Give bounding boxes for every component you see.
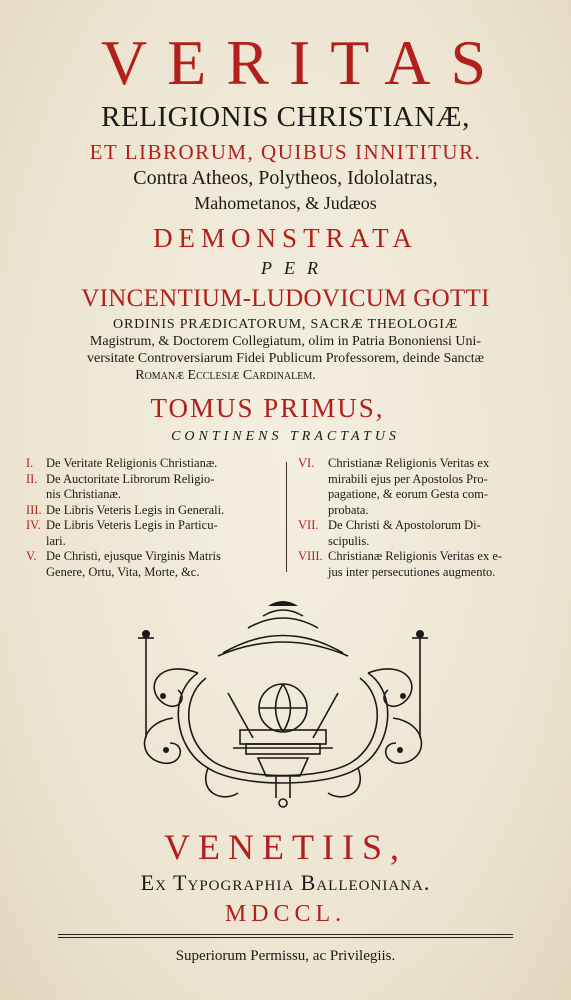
rule-bottom [58,937,513,938]
author-desc-line3: versitate Controversiarum Fidei Publicum Professorem, deinde Sanctæ [87,351,484,366]
list-item [26,472,281,503]
title-veritas: VERITAS [100,27,507,98]
imprint-printer: Ex Typographia Balleoniana. [140,870,431,895]
item-text: Christianæ Religionis Veritas ex e- [328,549,503,563]
list-item [298,456,548,518]
imprint-place: VENETIIS, [164,827,407,867]
title-mahometanos: Mahometanos, & Judæos [194,193,377,213]
title-per: PER [261,258,330,278]
author-order: ORDINIS PRÆDICATORUM, SACRÆ THEOLOGIÆ [113,317,458,332]
item-text: probata. [328,502,369,517]
item-number: I. [26,456,34,470]
title-religionis: RELIGIONIS CHRISTIANÆ, [101,101,470,133]
author-desc-line4: Romanæ Ecclesiæ Cardinalem. [135,368,316,383]
item-text: De Veritate Religionis Christianæ. [46,456,218,470]
imprint-year: MDCCL. [224,901,347,927]
list-item [26,518,281,549]
imprint-privilege: Superiorum Permissu, ac Privilegiis. [175,948,396,964]
title-librorum: ET LIBRORUM, QUIBUS INNITITUR. [89,140,482,164]
item-text: De Christi, ejusque Virginis Matris [46,549,221,563]
tomus-primus: TOMUS PRIMUS, [150,393,385,423]
list-item [26,549,281,580]
title-contra: Contra Atheos, Polytheos, Idololatras, [133,167,438,189]
author-desc-line2: Magistrum, & Doctorem Collegiatum, olim in Patria Bononiensi Uni- [89,334,482,349]
author-name: VINCENTIUM-LUDOVICUM GOTTI [81,285,490,312]
rule-top [58,934,513,935]
item-text: pagatione, & eorum Gesta com- [328,487,489,501]
item-text: mirabili ejus per Apostolos Pro- [328,471,488,486]
contents-right-column [298,456,548,580]
item-text: De Libris Veteris Legis in Generali. [46,502,225,517]
column-divider [286,462,287,572]
item-number: VII. [298,518,319,532]
list-item [298,549,548,580]
printers-device-engraving-icon [128,598,438,812]
title-demonstrata: DEMONSTRATA [153,223,418,253]
list-item [26,503,281,519]
contents-left-column [26,456,281,580]
item-number: III. [26,502,42,517]
item-text: jus inter persecutiones augmento. [328,564,496,579]
list-item [298,518,548,549]
item-number: V. [26,549,37,563]
item-text: Christianæ Religionis Veritas ex [328,456,490,470]
item-number: VI. [298,456,315,470]
item-text: lari. [46,533,66,548]
item-number: IV. [26,518,41,532]
continens-tractatus: CONTINENS TRACTATUS [171,429,400,444]
item-number: VIII. [298,549,323,563]
item-number: II. [26,471,38,486]
item-text: De Christi & Apostolorum Di- [328,518,481,532]
item-text: De Auctoritate Librorum Religio- [46,471,215,486]
list-item [26,456,281,472]
item-text: Genere, Ortu, Vita, Morte, &c. [46,564,200,579]
item-text: scipulis. [328,533,370,548]
item-text: De Libris Veteris Legis in Particu- [46,518,218,532]
item-text: nis Christianæ. [46,487,122,501]
